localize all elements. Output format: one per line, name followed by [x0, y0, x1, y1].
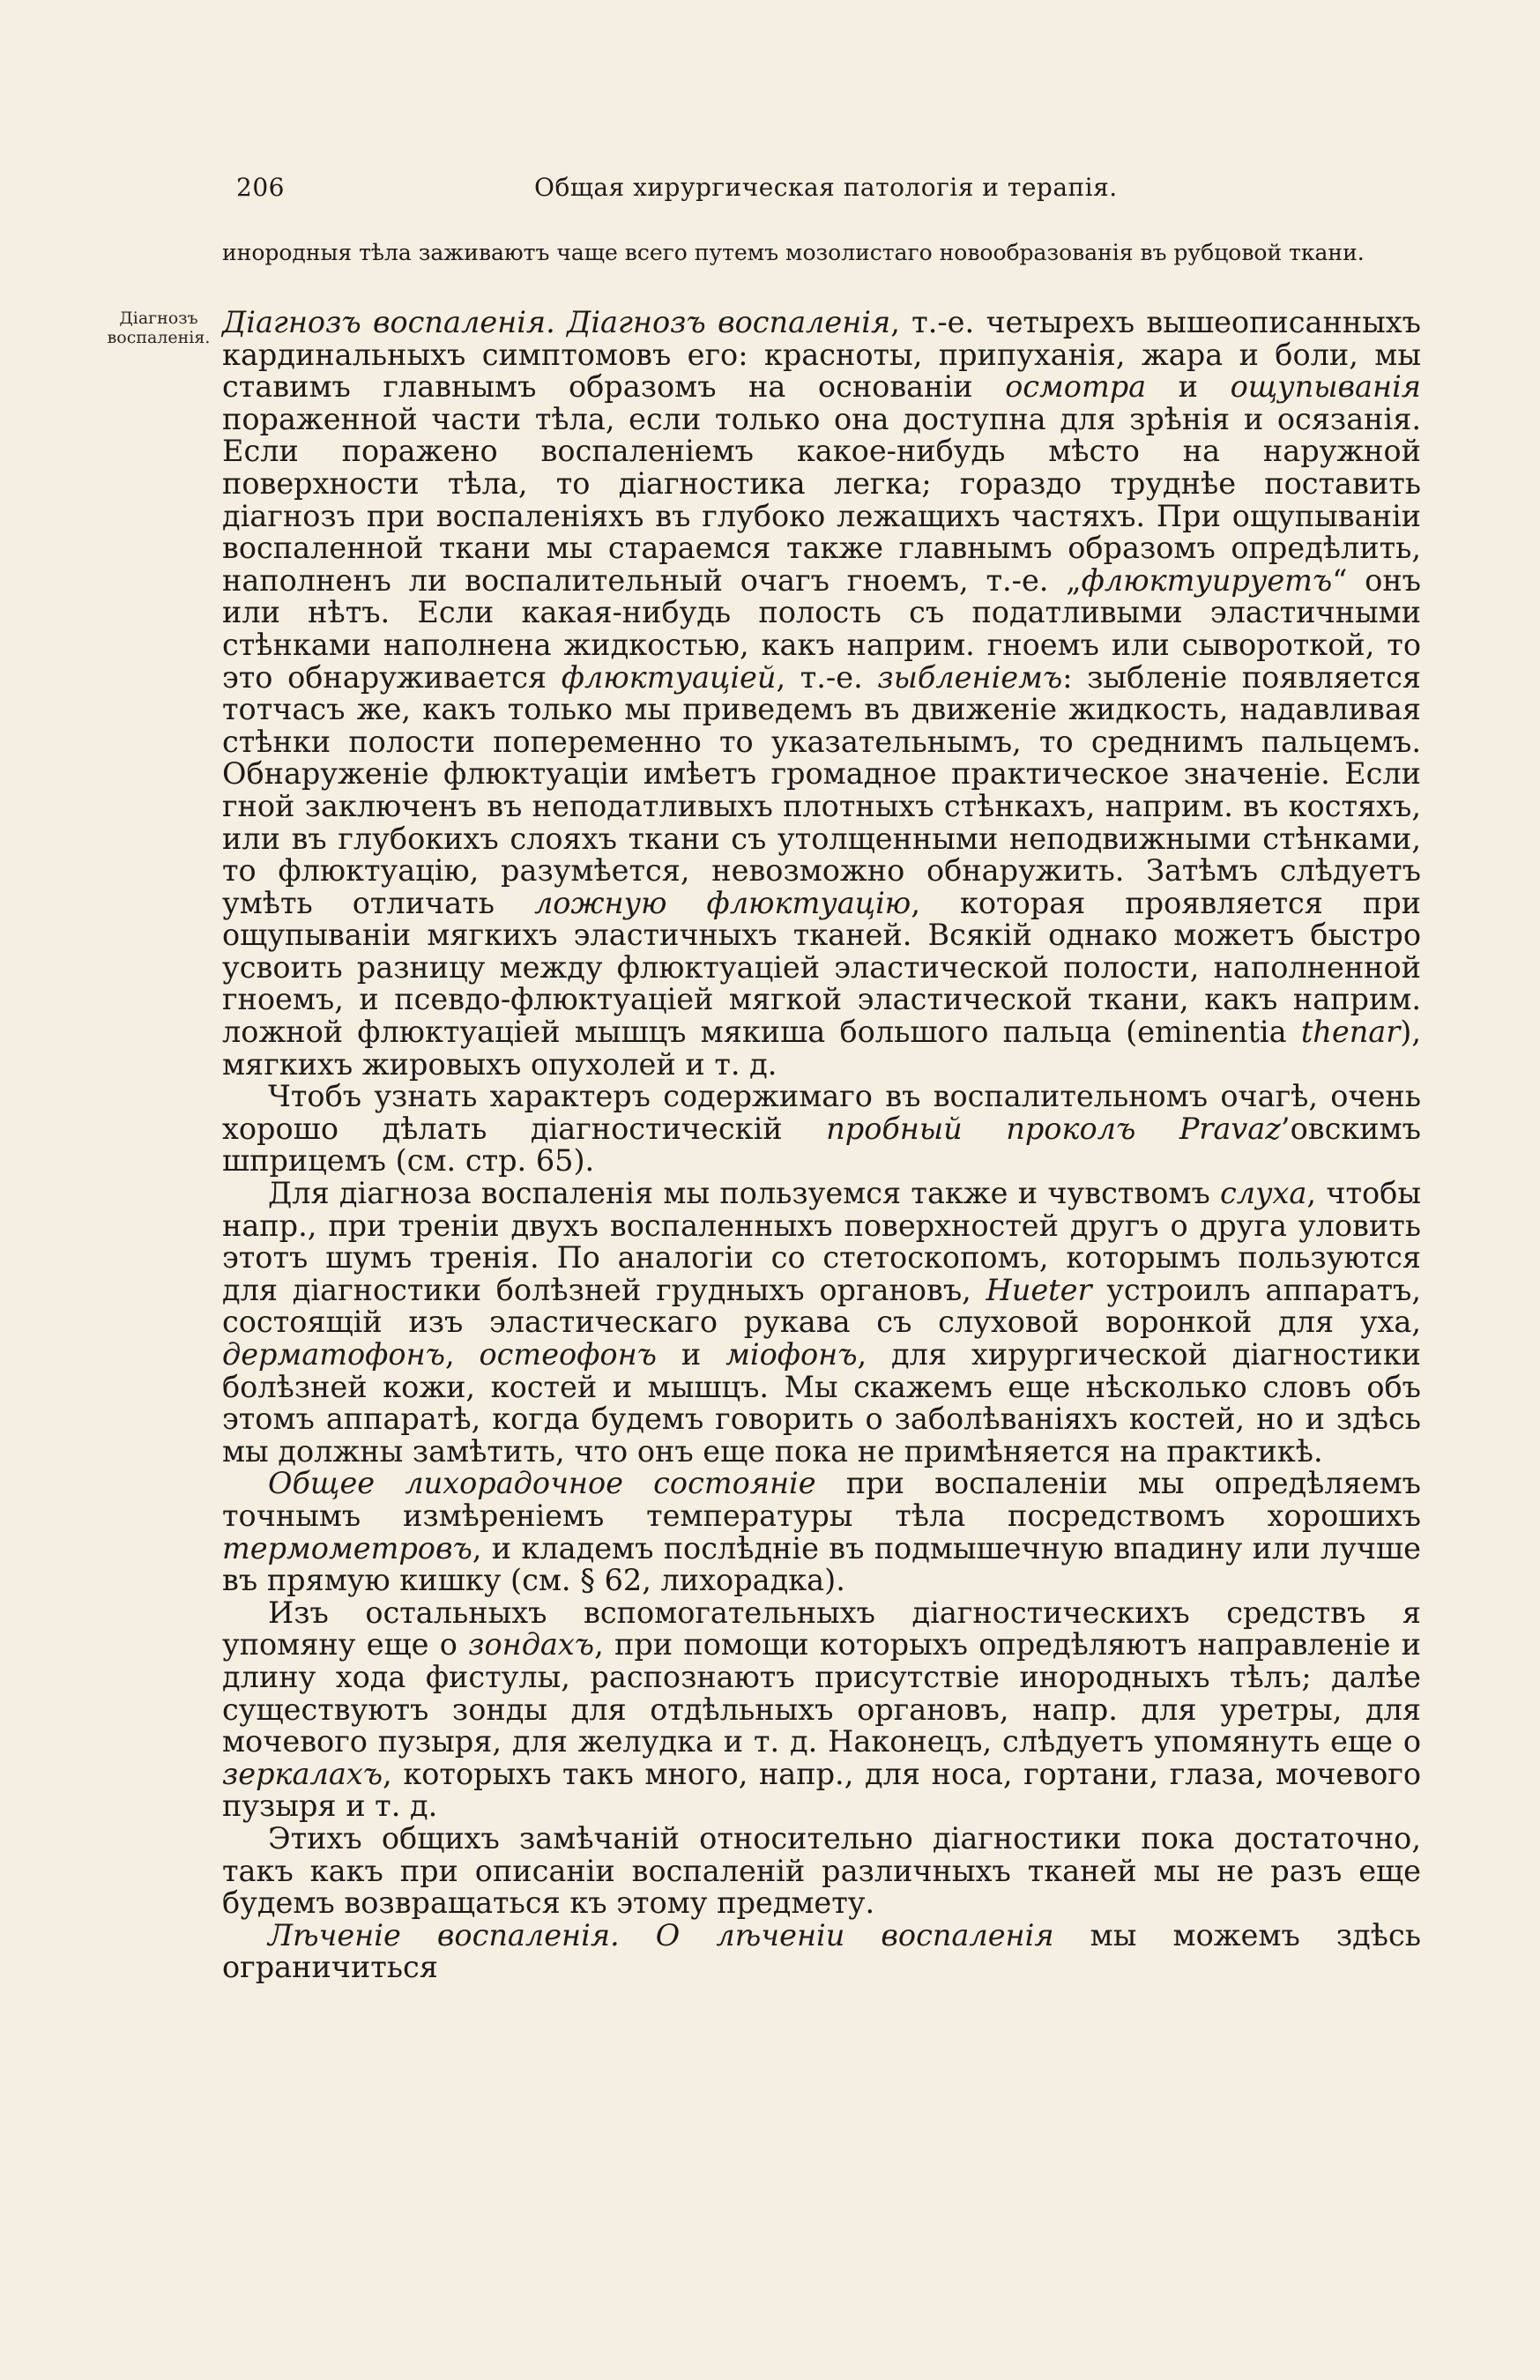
body-text [222, 307, 1421, 1984]
text-run: Этихъ общихъ замѣчаній относительно діагностики пока достаточно, такъ какъ при описаніи воспаленій различныхъ тканей мы не разъ еще будемъ возвращаться къ этому предмету. [222, 1820, 1421, 1921]
italic-text: осмотра [1005, 369, 1147, 405]
text-run: , т.-е. [776, 659, 878, 695]
text-run: , и кладемъ послѣдніе въ подмышечную впадину или лучше въ прямую кишку (см. § 62, лихорадка). [222, 1530, 1421, 1598]
italic-text: Общее лихорадочное состояніе [268, 1466, 816, 1501]
text-run: пораженной части тѣла, если только она доступна для зрѣнія и осязанія. Если поражено воспаленіемъ какое-нибудь мѣсто на наружной поверхности тѣла, то діагностика легка; гораздо труднѣе поставить діагнозъ при воспаленіяхъ въ глубоко лежащихъ частяхъ. При ощупываніи воспаленной ткани мы стараемся также главнымъ образомъ опредѣлить, наполненъ ли воспалительный очагъ гноемъ, т.-е. „ [222, 401, 1421, 598]
italic-text: thenar [1300, 1015, 1401, 1050]
text-run: Изъ остальныхъ вспомогательныхъ діагностическихъ средствъ я упомяну еще о [222, 1595, 1421, 1662]
text-run: при воспаленіи мы опредѣляемъ точнымъ измѣреніемъ температуры тѣла посредствомъ хорошихъ [222, 1466, 1421, 1533]
paragraph [222, 1917, 1421, 1985]
italic-text: остеофонъ [479, 1337, 657, 1372]
text-run: , которыхъ такъ много, напр., для носа, гортани, глаза, мочевого пузыря и т. д. [222, 1756, 1421, 1824]
text-run: : зыбленіе появляется тотчасъ же, какъ только мы приведемъ въ движеніе жидкость, надавливая стѣнки полости попеременно то указательнымъ, то среднимъ пальцемъ. Обнаруженіе флюктуаціи имѣетъ громадное практическое значеніе. Если гной заключенъ въ неподатливыхъ плотныхъ стѣнкахъ, наприм. въ костяхъ, или въ глубокихъ слояхъ ткани съ утолщенными неподвижными стѣнками, то флюктуацію, разумѣется, невозможно обнаружить. Затѣмъ слѣдуетъ умѣть отличать [222, 659, 1421, 920]
italic-text: Діагнозъ воспаленія. [222, 305, 555, 339]
italic-text: слуха [1220, 1176, 1307, 1211]
running-title: Общая хирургическая патологія и терапія. [534, 173, 1118, 202]
text-run: мы можемъ здѣсь ограничиться [222, 1917, 1421, 1985]
text-run: Для діагноза воспаленія мы пользуемся также и чувствомъ [268, 1176, 1221, 1211]
text-run: “ онъ или нѣтъ. Если какая-нибудь полость съ податливыми эластичными стѣнками наполнена жидкостью, какъ наприм. гноемъ или сывороткой, то это обнаруживается [222, 562, 1421, 695]
paragraph [222, 1178, 1421, 1468]
text-run: , для хирургической діагностики болѣзней кожи, костей и мышцъ. Мы скажемъ еще нѣсколько словъ объ этомъ аппаратѣ, когда будемъ говорить о заболѣваніяхъ костей, но и здѣсь мы должны замѣтить, что онъ еще пока не примѣняется на практикѣ. [222, 1337, 1421, 1469]
continuation-text: инородныя тѣла заживаютъ чаще всего путемъ мозолистаго новообразованія въ рубцовой ткани. [222, 240, 1365, 265]
paragraph [222, 1081, 1421, 1178]
text-run [1135, 1112, 1179, 1146]
italic-text: флюктуаціей [561, 659, 777, 695]
italic-text: Hueter [986, 1272, 1092, 1307]
page-number: 206 [236, 173, 285, 202]
paragraph [222, 1820, 1421, 1921]
text-run: и [656, 1337, 726, 1372]
margin-note: Діагнозъ воспаленія. [107, 309, 211, 347]
italic-text: зондахъ [468, 1627, 595, 1662]
text-run: , т.-е. четырехъ вышеописанныхъ кардинальныхъ симптомовъ его: краснoты, припуханія, жара и боли, мы ставимъ главнымъ образомъ на основаніи [222, 305, 1421, 405]
text-run: ), мягкихъ жировыхъ опухолей и т. д. [222, 1015, 1421, 1082]
italic-text: пробный проколъ [826, 1111, 1136, 1146]
italic-text: термометровъ [222, 1530, 472, 1566]
text-run: , чтобы напр., при треніи двухъ воспаленныхъ поверхностей другъ о друга уловить этотъ шумъ тренія. По аналогіи со стетоскопомъ, которымъ пользуются для діагностики болѣзней грудныхъ органовъ, [222, 1176, 1421, 1307]
text-run: устроилъ аппаратъ, состоящій изъ эластическаго рукава съ слуховой воронкой для уха, [222, 1272, 1421, 1340]
italic-text: ложную флюктуацію [533, 885, 911, 920]
text-run: Чтобъ узнать характеръ содержимаго въ воспалительномъ очагѣ, очень хорошо дѣлать діагностическій [222, 1079, 1421, 1146]
italic-text: дерматофонъ [222, 1337, 445, 1372]
italic-text: ощупыванія [1230, 369, 1421, 405]
text-run [555, 305, 567, 339]
italic-text: зыбленіемъ [877, 659, 1063, 695]
text-run: , [444, 1337, 480, 1372]
text-run: и [1146, 369, 1231, 405]
paragraph [222, 1468, 1421, 1596]
text-run: ’овскимъ шприцемъ (см. стр. 65). [222, 1111, 1421, 1179]
italic-text: Діагнозъ воспаленія [567, 305, 891, 339]
text-run: , при помощи которыхъ опредѣляютъ направленіе и длину хода фистулы, распознаютъ присутствіе инородныхъ тѣлъ; далѣе существуютъ зонды для отдѣльныхъ органовъ, напр. для уретры, для мочевого пузыря, для желудка и т. д. Наконецъ, слѣдуетъ упомянуть еще о [222, 1627, 1421, 1759]
italic-text: флюктуируетъ [1081, 562, 1333, 598]
italic-text: Pravaz [1179, 1111, 1281, 1146]
text-run: , которая проявляется при ощупываніи мягкихъ эластичныхъ тканей. Всякій однако можетъ быстро усвоить разницу между флюктуаціей эластической полости, наполненной гноемъ, и псевдо-флюктуаціей мягкой эластической ткани, какъ наприм. ложной флюктуаціей мышцъ мякиша большого пальца (eminentia [222, 885, 1421, 1050]
italic-text: зеркалахъ [222, 1756, 383, 1791]
paragraph [222, 1597, 1421, 1823]
italic-text: Лѣченіе воспаленія. О лѣченіи воспаленія [268, 1917, 1054, 1952]
italic-text: міофонъ [725, 1337, 858, 1372]
paragraph [222, 307, 1421, 1081]
